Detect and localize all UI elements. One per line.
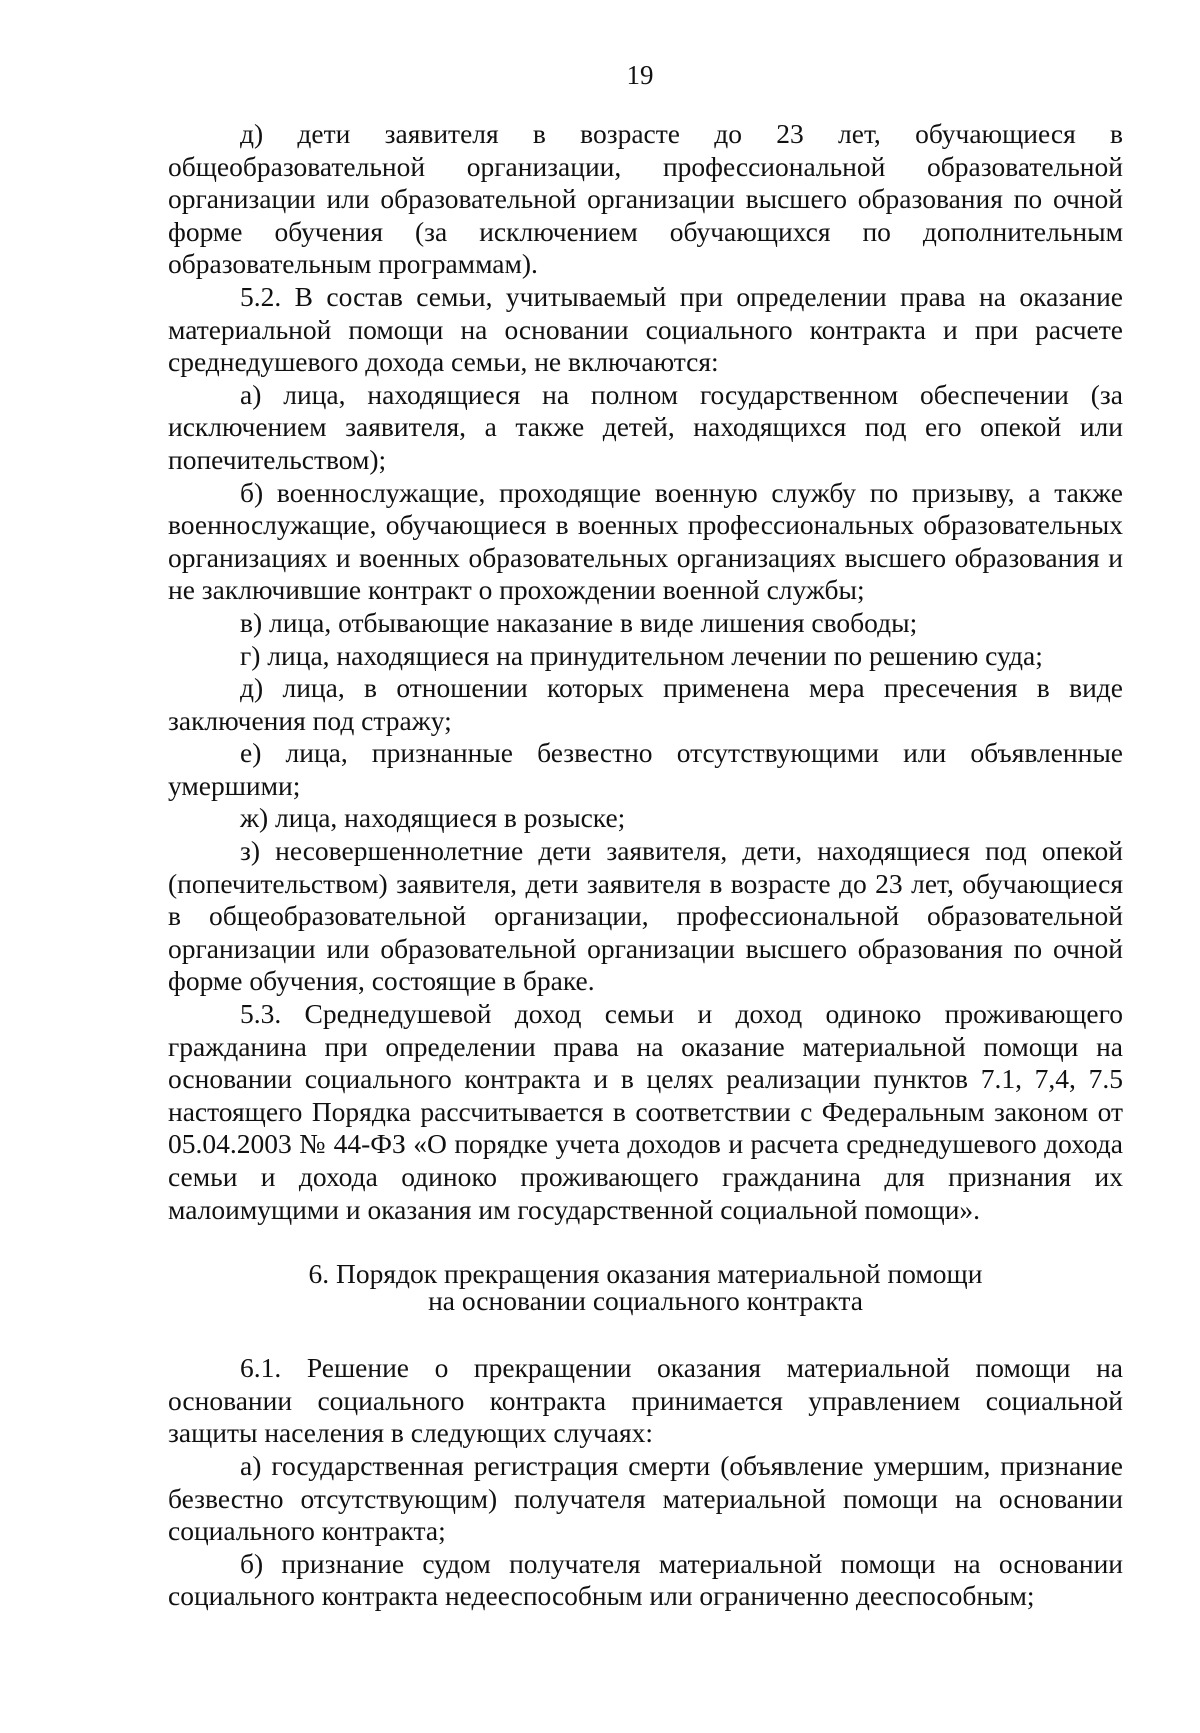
paragraph-5-2: 5.2. В состав семьи, учитываемый при определении права на оказание материальной помощи на основании социального контракта и при расчете среднедушевого дохода семьи, не включаются: [168,280,1123,378]
section-6-heading [168,1258,1123,1317]
paragraph-6-1: 6.1. Решение о прекращении оказания материальной помощи на основании социального контракта принимается управлением социальной защиты населения в следующих случаях: [168,1352,1123,1449]
document-body [168,118,1123,1613]
paragraph-item-v: в) лица, отбывающие наказание в виде лишения свободы; [240,606,918,638]
paragraph-item-d: д) лица, в отношении которых применена мера пресечения в виде заключения под стражу; [168,672,1123,736]
section-6-heading-line1: 6. Порядок прекращения оказания материальной помощи [308,1258,983,1290]
paragraph-item-zh: ж) лица, находящиеся в розыске; [240,802,626,834]
paragraph-item-a: а) лица, находящиеся на полном государственном обеспечении (за исключением заявителя, а также детей, находящихся под его опекой или попечительством); [168,378,1123,475]
paragraph-item-b: б) военнослужащие, проходящие военную службу по призыву, а также военнослужащие, обучающиеся в военных профессиональных образовательных организациях и военных образовательных организациях высшего образования и не заключившие контракт о прохождении военной службы; [168,476,1123,606]
paragraph-item-d-children: д) дети заявителя в возрасте до 23 лет, обучающиеся в общеобразовательной организации, профессиональной образовательной организации или образовательной организации высшего образования по очной форме обучения (за исключением обучающихся по дополнительным образовательным программам). [168,118,1123,280]
paragraph-6-1-a: а) государственная регистрация смерти (объявление умершим, признание безвестно отсутствующим) получателя материальной помощи на основании социального контракта; [168,1449,1123,1547]
page-number: 19 [626,60,654,90]
paragraph-item-e: е) лица, признанные безвестно отсутствующими или объявленные умершими; [168,737,1123,801]
paragraph-5-3: 5.3. Среднедушевой доход семьи и доход одиноко проживающего гражданина при определении права на оказание материальной помощи на основании социального контракта и в целях реализации пунктов 7.1, 7,4, 7.5 настоящего Порядка рассчитывается в соответствии с Федеральным законом от 05.04.2003 № 44-ФЗ «О порядке учета доходов и расчета среднедушевого дохода семьи и дохода одиноко проживающего гражданина для признания их малоимущими и оказания им государственной социальной помощи». [168,998,1123,1225]
section-6-heading-line2: на основании социального контракта [428,1285,863,1317]
paragraph-item-g: г) лица, находящиеся на принудительном лечении по решению суда; [240,639,1043,671]
paragraph-6-1-b: б) признание судом получателя материальной помощи на основании социального контракта недееспособным или ограниченно дееспособным; [168,1547,1123,1612]
paragraph-item-z: з) несовершеннолетние дети заявителя, дети, находящиеся под опекой (попечительством) заявителя, дети заявителя в возрасте до 23 лет, обучающиеся в общеобразовательной организации, профессиональной образовательной организации или образовательной организации высшего образования по очной форме обучения, состоящие в браке. [168,835,1123,997]
